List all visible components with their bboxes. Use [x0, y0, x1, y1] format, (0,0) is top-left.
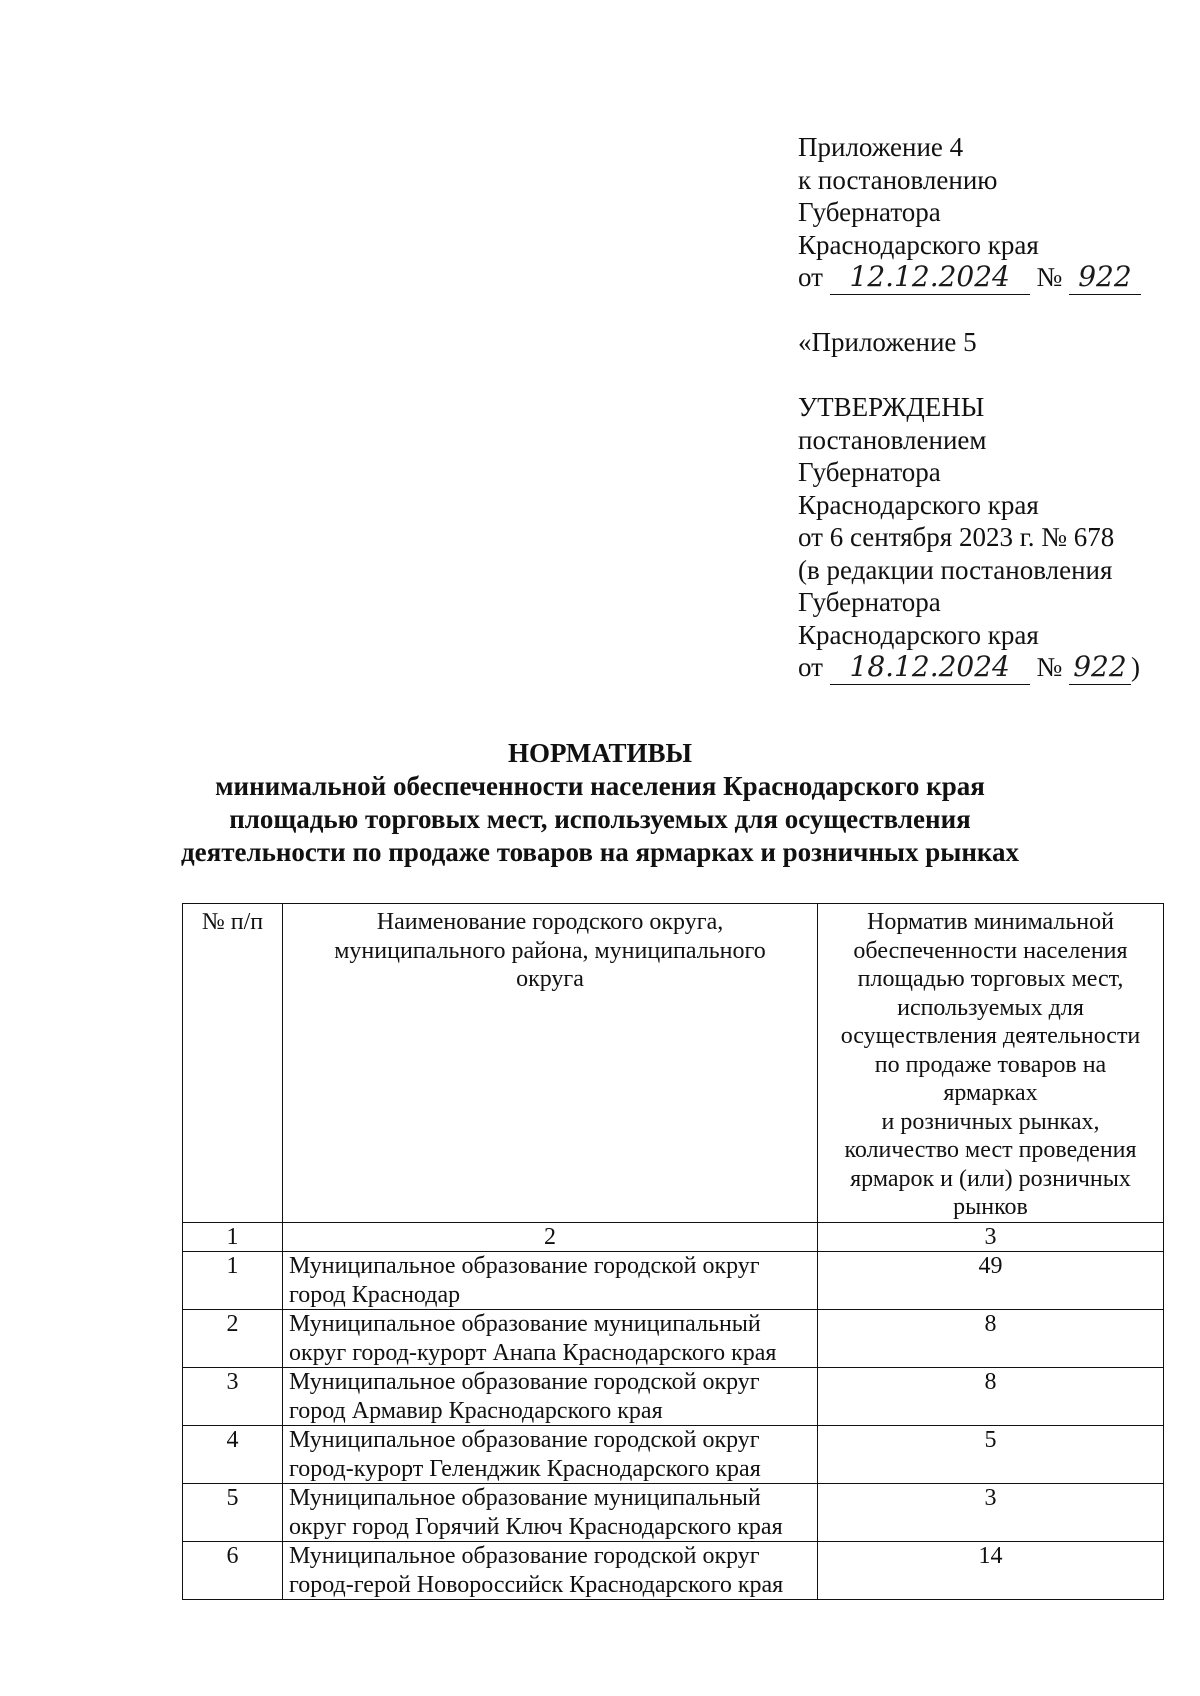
table-row — [183, 1484, 1164, 1542]
document-title — [0, 737, 1200, 869]
header-name-line: муниципального района, муниципального — [334, 937, 766, 964]
table-row — [183, 1542, 1164, 1600]
municipality-name-line: Муниципальное образование городской округ — [289, 1427, 760, 1453]
closing-paren: ) — [1130, 652, 1140, 682]
municipality-name — [283, 1310, 818, 1368]
row-number: 6 — [183, 1542, 283, 1600]
column-number: 3 — [818, 1222, 1164, 1252]
appendix-line: Приложение 4 — [798, 132, 964, 162]
municipality-name — [283, 1426, 818, 1484]
table-row — [183, 1426, 1164, 1484]
number-prefix: № — [1036, 652, 1063, 682]
column-number: 1 — [183, 1222, 283, 1252]
municipality-name-line: округ город Горячий Ключ Краснодарского края — [289, 1513, 783, 1540]
header-norm-line: количество мест проведения — [844, 1137, 1137, 1163]
municipality-name — [283, 1542, 818, 1600]
row-number: 1 — [183, 1252, 283, 1310]
approved-line: Краснодарского края — [798, 619, 1039, 650]
municipality-name-line: город Армавир Краснодарского края — [289, 1397, 663, 1424]
row-number: 4 — [183, 1426, 283, 1484]
title-line: деятельности по продаже товаров на ярмарках и розничных рынках — [180, 837, 1020, 867]
header-name-line: Наименование городского округа, — [376, 909, 724, 935]
row-number: 5 — [183, 1484, 283, 1542]
header-norm-line: рынков — [953, 1194, 1028, 1220]
table-header-row — [183, 904, 1164, 1223]
norm-value: 14 — [818, 1542, 1164, 1600]
municipality-name — [283, 1484, 818, 1542]
approved-line: постановлением — [798, 424, 987, 455]
handwritten-number: 922 — [1069, 261, 1141, 295]
municipality-name — [283, 1252, 818, 1310]
norm-value: 49 — [818, 1252, 1164, 1310]
row-number: 2 — [183, 1310, 283, 1368]
date-prefix: от — [798, 262, 823, 292]
appendix-line: к постановлению — [798, 164, 998, 195]
appendix-5-label: «Приложение 5 — [798, 327, 977, 357]
header-norm-line: Норматив минимальной — [867, 909, 1114, 935]
handwritten-number: 922 — [1069, 651, 1131, 685]
handwritten-date: 18.12.2024 — [830, 651, 1030, 685]
norm-value: 3 — [818, 1484, 1164, 1542]
municipality-name-line: город-герой Новороссийск Краснодарского края — [289, 1571, 784, 1598]
header-norm-line: ярмарках — [943, 1080, 1038, 1106]
norm-value: 8 — [818, 1310, 1164, 1368]
appendix-line: Краснодарского края — [798, 229, 1039, 260]
approved-block — [798, 391, 1140, 685]
norm-value: 5 — [818, 1426, 1164, 1484]
approved-line: от 6 сентября 2023 г. № 678 — [798, 522, 1115, 552]
date-prefix: от — [798, 652, 823, 682]
title-line: НОРМАТИВЫ — [507, 738, 693, 768]
municipality-name-line: город-курорт Геленджик Краснодарского края — [289, 1455, 761, 1482]
municipality-name-line: Муниципальное образование городской округ — [289, 1253, 760, 1279]
norms-table — [182, 903, 1164, 1600]
header-norm — [818, 904, 1164, 1223]
header-name — [283, 904, 818, 1223]
table-row — [183, 1368, 1164, 1426]
municipality-name-line: Муниципальное образование городской округ — [289, 1543, 760, 1569]
appendix-line: Губернатора — [798, 197, 941, 227]
header-norm-line: осуществления деятельности — [840, 1023, 1141, 1049]
header-norm-line: и розничных рынках, — [881, 1108, 1100, 1135]
appendix-5-block — [798, 326, 977, 359]
appendix-4-block — [798, 131, 1141, 295]
header-norm-line: площадью торговых мест, — [857, 966, 1124, 992]
approved-date-line — [798, 651, 1140, 685]
header-norm-line: обеспеченности населения — [853, 937, 1128, 964]
municipality-name-line: Муниципальное образование муниципальный — [289, 1311, 761, 1337]
municipality-name-line: округ город-курорт Анапа Краснодарского края — [289, 1339, 777, 1366]
municipality-name — [283, 1368, 818, 1426]
handwritten-date: 12.12.2024 — [830, 261, 1030, 295]
title-line: минимальной обеспеченности населения Краснодарского края — [215, 771, 985, 801]
approved-line: Губернатора — [798, 587, 941, 617]
appendix-date-line — [798, 261, 1141, 295]
header-number: № п/п — [183, 904, 283, 1223]
column-numbers-row — [183, 1222, 1164, 1252]
table-row — [183, 1252, 1164, 1310]
approved-line: (в редакции постановления — [798, 554, 1113, 585]
municipality-name-line: Муниципальное образование муниципальный — [289, 1485, 761, 1511]
header-norm-line: ярмарок и (или) розничных — [850, 1165, 1131, 1192]
title-line: площадью торговых мест, используемых для осуществления — [229, 804, 971, 834]
norm-value: 8 — [818, 1368, 1164, 1426]
approved-line: Губернатора — [798, 457, 941, 487]
column-number: 2 — [283, 1222, 818, 1252]
header-norm-line: по продаже товаров на — [874, 1051, 1107, 1078]
header-name-line: округа — [516, 966, 584, 992]
number-prefix: № — [1036, 262, 1063, 292]
municipality-name-line: город Краснодар — [289, 1281, 461, 1308]
row-number: 3 — [183, 1368, 283, 1426]
header-norm-line: используемых для — [897, 994, 1084, 1021]
approved-line: УТВЕРЖДЕНЫ — [798, 392, 985, 422]
approved-line: Краснодарского края — [798, 489, 1039, 520]
municipality-name-line: Муниципальное образование городской округ — [289, 1369, 760, 1395]
table-row — [183, 1310, 1164, 1368]
